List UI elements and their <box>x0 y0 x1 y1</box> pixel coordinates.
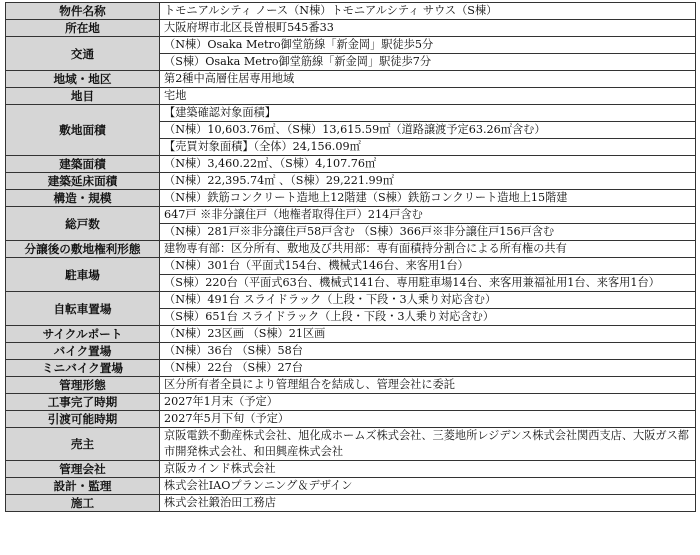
label-site-area: 敷地面積 <box>6 105 160 156</box>
table-row <box>6 411 696 428</box>
label-transport: 交通 <box>6 37 160 71</box>
label-bicycle-parking: 自転車置場 <box>6 292 160 326</box>
label-location: 所在地 <box>6 20 160 37</box>
value-management-form: 区分所有者全員により管理組合を結成し、管理会社に委託 <box>160 377 696 394</box>
label-land-category: 地目 <box>6 88 160 105</box>
value-land-rights: 建物専有部：区分所有、敷地及び共用部：専有面積持分割合による所有権の共有 <box>160 241 696 258</box>
label-motorbike-parking: バイク置場 <box>6 343 160 360</box>
value-site-area-sale: 【売買対象面積】（全体）24,156.09㎡ <box>160 139 696 156</box>
table-row <box>6 478 696 495</box>
table-row <box>6 156 696 173</box>
label-total-units: 総戸数 <box>6 207 160 241</box>
value-bicycle-s: （S棟）651台 スライドラック（上段・下段・3人乗り対応含む） <box>160 309 696 326</box>
label-minibike-parking: ミニバイク置場 <box>6 360 160 377</box>
value-site-area-header: 【建築確認対象面積】 <box>160 105 696 122</box>
label-building-area: 建築面積 <box>6 156 160 173</box>
table-row <box>6 258 696 275</box>
table-row <box>6 292 696 309</box>
table-row <box>6 20 696 37</box>
table-row <box>6 37 696 54</box>
value-seller: 京阪電鉄不動産株式会社、旭化成ホームズ株式会社、三菱地所レジデンス株式会社関西支店、大阪ガス都市開発株式会社、和田興産株式会社 <box>160 428 696 461</box>
value-total-units: 647戸 ※非分譲住戸（地権者取得住戸）214戸含む <box>160 207 696 224</box>
label-property-name: 物件名称 <box>6 3 160 20</box>
label-management-company: 管理会社 <box>6 461 160 478</box>
label-handover: 引渡可能時期 <box>6 411 160 428</box>
value-building-area: （N棟）3,460.22㎡、（S棟）4,107.76㎡ <box>160 156 696 173</box>
table-row <box>6 105 696 122</box>
table-row <box>6 207 696 224</box>
label-cycle-port: サイクルポート <box>6 326 160 343</box>
property-spec-table <box>5 2 696 512</box>
label-floor-area: 建築延床面積 <box>6 173 160 190</box>
label-land-rights: 分譲後の敷地権利形態 <box>6 241 160 258</box>
table-row <box>6 394 696 411</box>
value-motorbike-parking: （N棟）36台 （S棟）58台 <box>160 343 696 360</box>
value-completion: 2027年1月末（予定） <box>160 394 696 411</box>
table-row <box>6 71 696 88</box>
value-handover: 2027年5月下旬（予定） <box>160 411 696 428</box>
label-parking: 駐車場 <box>6 258 160 292</box>
value-structure: （N棟）鉄筋コンクリート造地上12階建（S棟）鉄筋コンクリート造地上15階建 <box>160 190 696 207</box>
value-units-breakdown: （N棟）281戸※非分譲住戸58戸含む （S棟）366戸※非分譲住戸156戸含む <box>160 224 696 241</box>
table-row <box>6 241 696 258</box>
value-site-area-detail: （N棟）10,603.76㎡、（S棟）13,615.59㎡（道路譲渡予定63.26㎡含む） <box>160 122 696 139</box>
value-parking-n: （N棟）301台（平面式154台、機械式146台、来客用1台） <box>160 258 696 275</box>
table-row <box>6 326 696 343</box>
label-structure: 構造・規模 <box>6 190 160 207</box>
value-transport-n: （N棟）Osaka Metro御堂筋線「新金岡」駅徒歩5分 <box>160 37 696 54</box>
label-completion: 工事完了時期 <box>6 394 160 411</box>
label-management-form: 管理形態 <box>6 377 160 394</box>
value-management-company: 京阪カインド株式会社 <box>160 461 696 478</box>
value-floor-area: （N棟）22,395.74㎡ 、（S棟）29,221.99㎡ <box>160 173 696 190</box>
table-row <box>6 88 696 105</box>
value-land-category: 宅地 <box>160 88 696 105</box>
value-transport-s: （S棟）Osaka Metro御堂筋線「新金岡」駅徒歩7分 <box>160 54 696 71</box>
value-parking-s: （S棟）220台（平面式63台、機械式141台、専用駐車場14台、来客用兼福祉用1台、来客用1台） <box>160 275 696 292</box>
table-row <box>6 377 696 394</box>
value-cycle-port: （N棟）23区画 （S棟）21区画 <box>160 326 696 343</box>
table-row <box>6 343 696 360</box>
label-design-supervision: 設計・監理 <box>6 478 160 495</box>
label-construction: 施工 <box>6 495 160 512</box>
value-construction: 株式会社鍛治田工務店 <box>160 495 696 512</box>
table-row <box>6 461 696 478</box>
table-row <box>6 428 696 461</box>
value-zoning: 第2種中高層住居専用地域 <box>160 71 696 88</box>
value-minibike-parking: （N棟）22台 （S棟）27台 <box>160 360 696 377</box>
value-location: 大阪府堺市北区長曽根町545番33 <box>160 20 696 37</box>
table-row <box>6 3 696 20</box>
label-seller: 売主 <box>6 428 160 461</box>
table-row <box>6 173 696 190</box>
table-row <box>6 360 696 377</box>
table-row <box>6 190 696 207</box>
value-property-name: トモニアルシティ ノース（N棟）トモニアルシティ サウス（S棟） <box>160 3 696 20</box>
table-row <box>6 495 696 512</box>
label-zoning: 地域・地区 <box>6 71 160 88</box>
value-bicycle-n: （N棟）491台 スライドラック（上段・下段・3人乗り対応含む） <box>160 292 696 309</box>
value-design-supervision: 株式会社IAOプランニング＆デザイン <box>160 478 696 495</box>
